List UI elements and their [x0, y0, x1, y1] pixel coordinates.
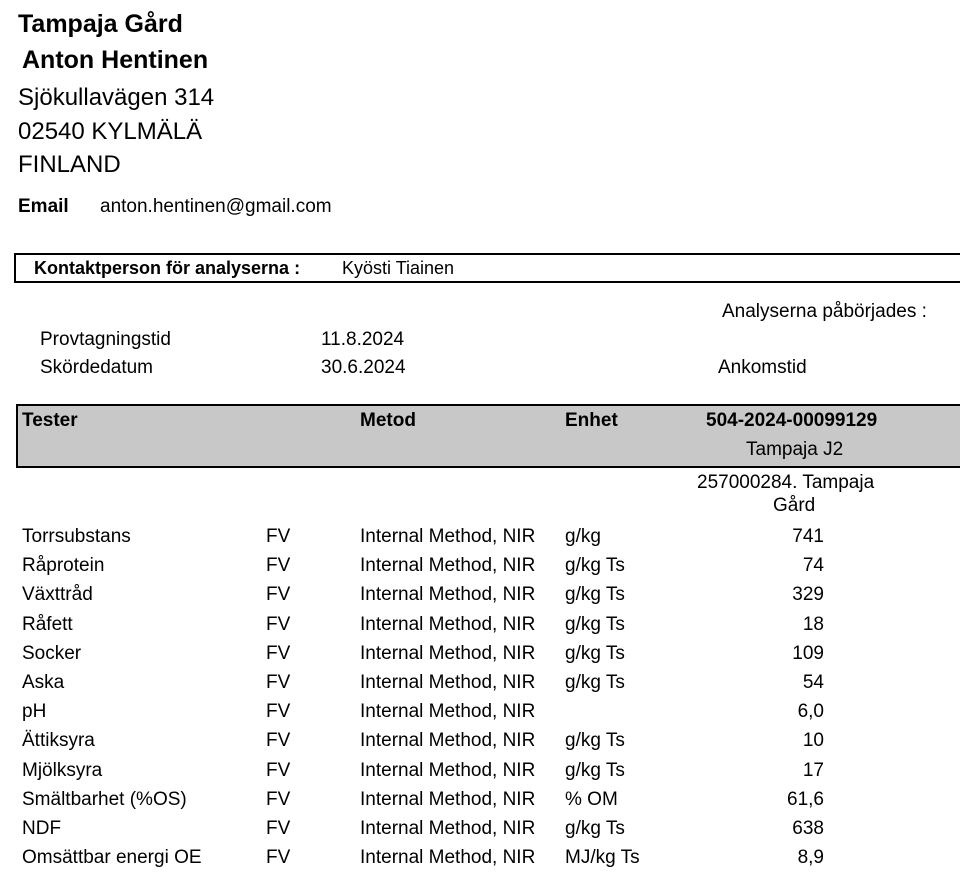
- table-row: [0, 730, 960, 759]
- test-name: Aska: [22, 672, 65, 693]
- test-name: Socker: [22, 642, 82, 664]
- test-method: Internal Method, NIR: [360, 613, 536, 635]
- test-method: Internal Method, NIR: [360, 642, 536, 664]
- column-header-unit: Enhet: [565, 410, 618, 431]
- test-code: FV: [266, 555, 291, 577]
- test-value: 638: [792, 818, 824, 839]
- test-unit: g/kg Ts: [565, 555, 625, 577]
- table-row: [0, 672, 960, 701]
- table-row: [0, 847, 960, 876]
- test-unit: % OM: [565, 788, 618, 810]
- test-name: Torrsubstans: [22, 526, 131, 547]
- test-unit: g/kg Ts: [565, 818, 625, 839]
- test-method: Internal Method, NIR: [360, 701, 536, 723]
- table-row: [0, 818, 960, 847]
- farm-name: Tampaja Gård: [18, 10, 183, 38]
- table-row: [0, 614, 960, 643]
- test-method: Internal Method, NIR: [360, 555, 536, 577]
- table-header: [16, 404, 960, 468]
- arrival-label: Ankomstid: [718, 357, 807, 378]
- test-code: FV: [266, 701, 291, 723]
- test-code: FV: [266, 672, 291, 693]
- test-name: Omsättbar energi OE: [22, 847, 202, 869]
- test-unit: MJ/kg Ts: [565, 847, 640, 869]
- test-name: Råfett: [22, 613, 73, 635]
- test-unit: g/kg Ts: [565, 759, 625, 781]
- person-name: Anton Hentinen: [22, 46, 209, 74]
- test-value: 61,6: [787, 788, 824, 810]
- test-name: Mjölksyra: [22, 759, 103, 781]
- test-method: Internal Method, NIR: [360, 759, 536, 781]
- test-method: Internal Method, NIR: [360, 730, 536, 752]
- table-row: [0, 701, 960, 730]
- test-unit: g/kg Ts: [565, 642, 625, 664]
- test-code: FV: [266, 526, 291, 547]
- contact-name: Kyösti Tiainen: [342, 258, 455, 278]
- test-name: Ättiksyra: [22, 730, 95, 752]
- test-value: 54: [802, 672, 824, 693]
- harvest-date-value: 30.6.2024: [321, 357, 406, 378]
- test-code: FV: [266, 584, 291, 606]
- test-code: FV: [266, 788, 291, 810]
- test-code: FV: [266, 642, 291, 664]
- test-value: 741: [792, 526, 824, 547]
- test-unit: g/kg Ts: [565, 730, 625, 752]
- test-value: 10: [802, 730, 824, 752]
- test-code: FV: [266, 730, 291, 752]
- sampling-time-label: Provtagningstid: [40, 329, 171, 350]
- test-value: 18: [802, 613, 824, 635]
- test-name: Råprotein: [22, 555, 105, 577]
- test-name: pH: [22, 701, 47, 723]
- test-method: Internal Method, NIR: [360, 526, 536, 547]
- email-value: anton.hentinen@gmail.com: [100, 196, 332, 217]
- test-name: NDF: [22, 818, 62, 839]
- test-method: Internal Method, NIR: [360, 818, 536, 839]
- contact-label: Kontaktperson för analyserna :: [34, 258, 301, 278]
- column-header-method: Metod: [360, 410, 416, 431]
- table-row: [0, 760, 960, 789]
- street-address: Sjökullavägen 314: [18, 84, 215, 111]
- sample-name: Tampaja J2: [746, 439, 844, 460]
- test-code: FV: [266, 818, 291, 839]
- test-unit: g/kg Ts: [565, 672, 625, 693]
- test-unit: g/kg Ts: [565, 613, 625, 635]
- table-row: [0, 584, 960, 613]
- sample-id: 504-2024-00099129: [706, 410, 878, 431]
- sample-description-line2: Gård: [773, 495, 816, 516]
- test-value: 109: [792, 642, 824, 664]
- email-label: Email: [18, 196, 69, 217]
- country: FINLAND: [18, 151, 121, 178]
- table-row: [0, 789, 960, 818]
- test-code: FV: [266, 759, 291, 781]
- sampling-time-value: 11.8.2024: [321, 329, 405, 350]
- test-name: Växttråd: [22, 584, 93, 606]
- test-value: 74: [802, 555, 824, 577]
- postal-address: 02540 KYLMÄLÄ: [18, 118, 203, 145]
- table-row: [0, 555, 960, 584]
- column-header-tests: Tester: [22, 410, 78, 431]
- test-method: Internal Method, NIR: [360, 788, 536, 810]
- test-code: FV: [266, 847, 291, 869]
- test-unit: g/kg Ts: [565, 584, 625, 606]
- test-code: FV: [266, 613, 291, 635]
- table-row: [0, 526, 960, 555]
- test-method: Internal Method, NIR: [360, 847, 536, 869]
- sample-description-line1: 257000284. Tampaja: [697, 472, 875, 493]
- test-value: 8,9: [797, 847, 824, 869]
- test-name: Smältbarhet (%OS): [22, 788, 187, 810]
- test-value: 329: [792, 584, 824, 606]
- test-value: 6,0: [797, 701, 824, 723]
- table-row: [0, 643, 960, 672]
- test-method: Internal Method, NIR: [360, 672, 536, 693]
- test-method: Internal Method, NIR: [360, 584, 536, 606]
- test-unit: g/kg: [565, 526, 601, 547]
- analysis-started-label: Analyserna påbörjades :: [722, 301, 927, 322]
- contact-box: [14, 253, 960, 283]
- test-value: 17: [802, 759, 824, 781]
- harvest-date-label: Skördedatum: [40, 357, 154, 378]
